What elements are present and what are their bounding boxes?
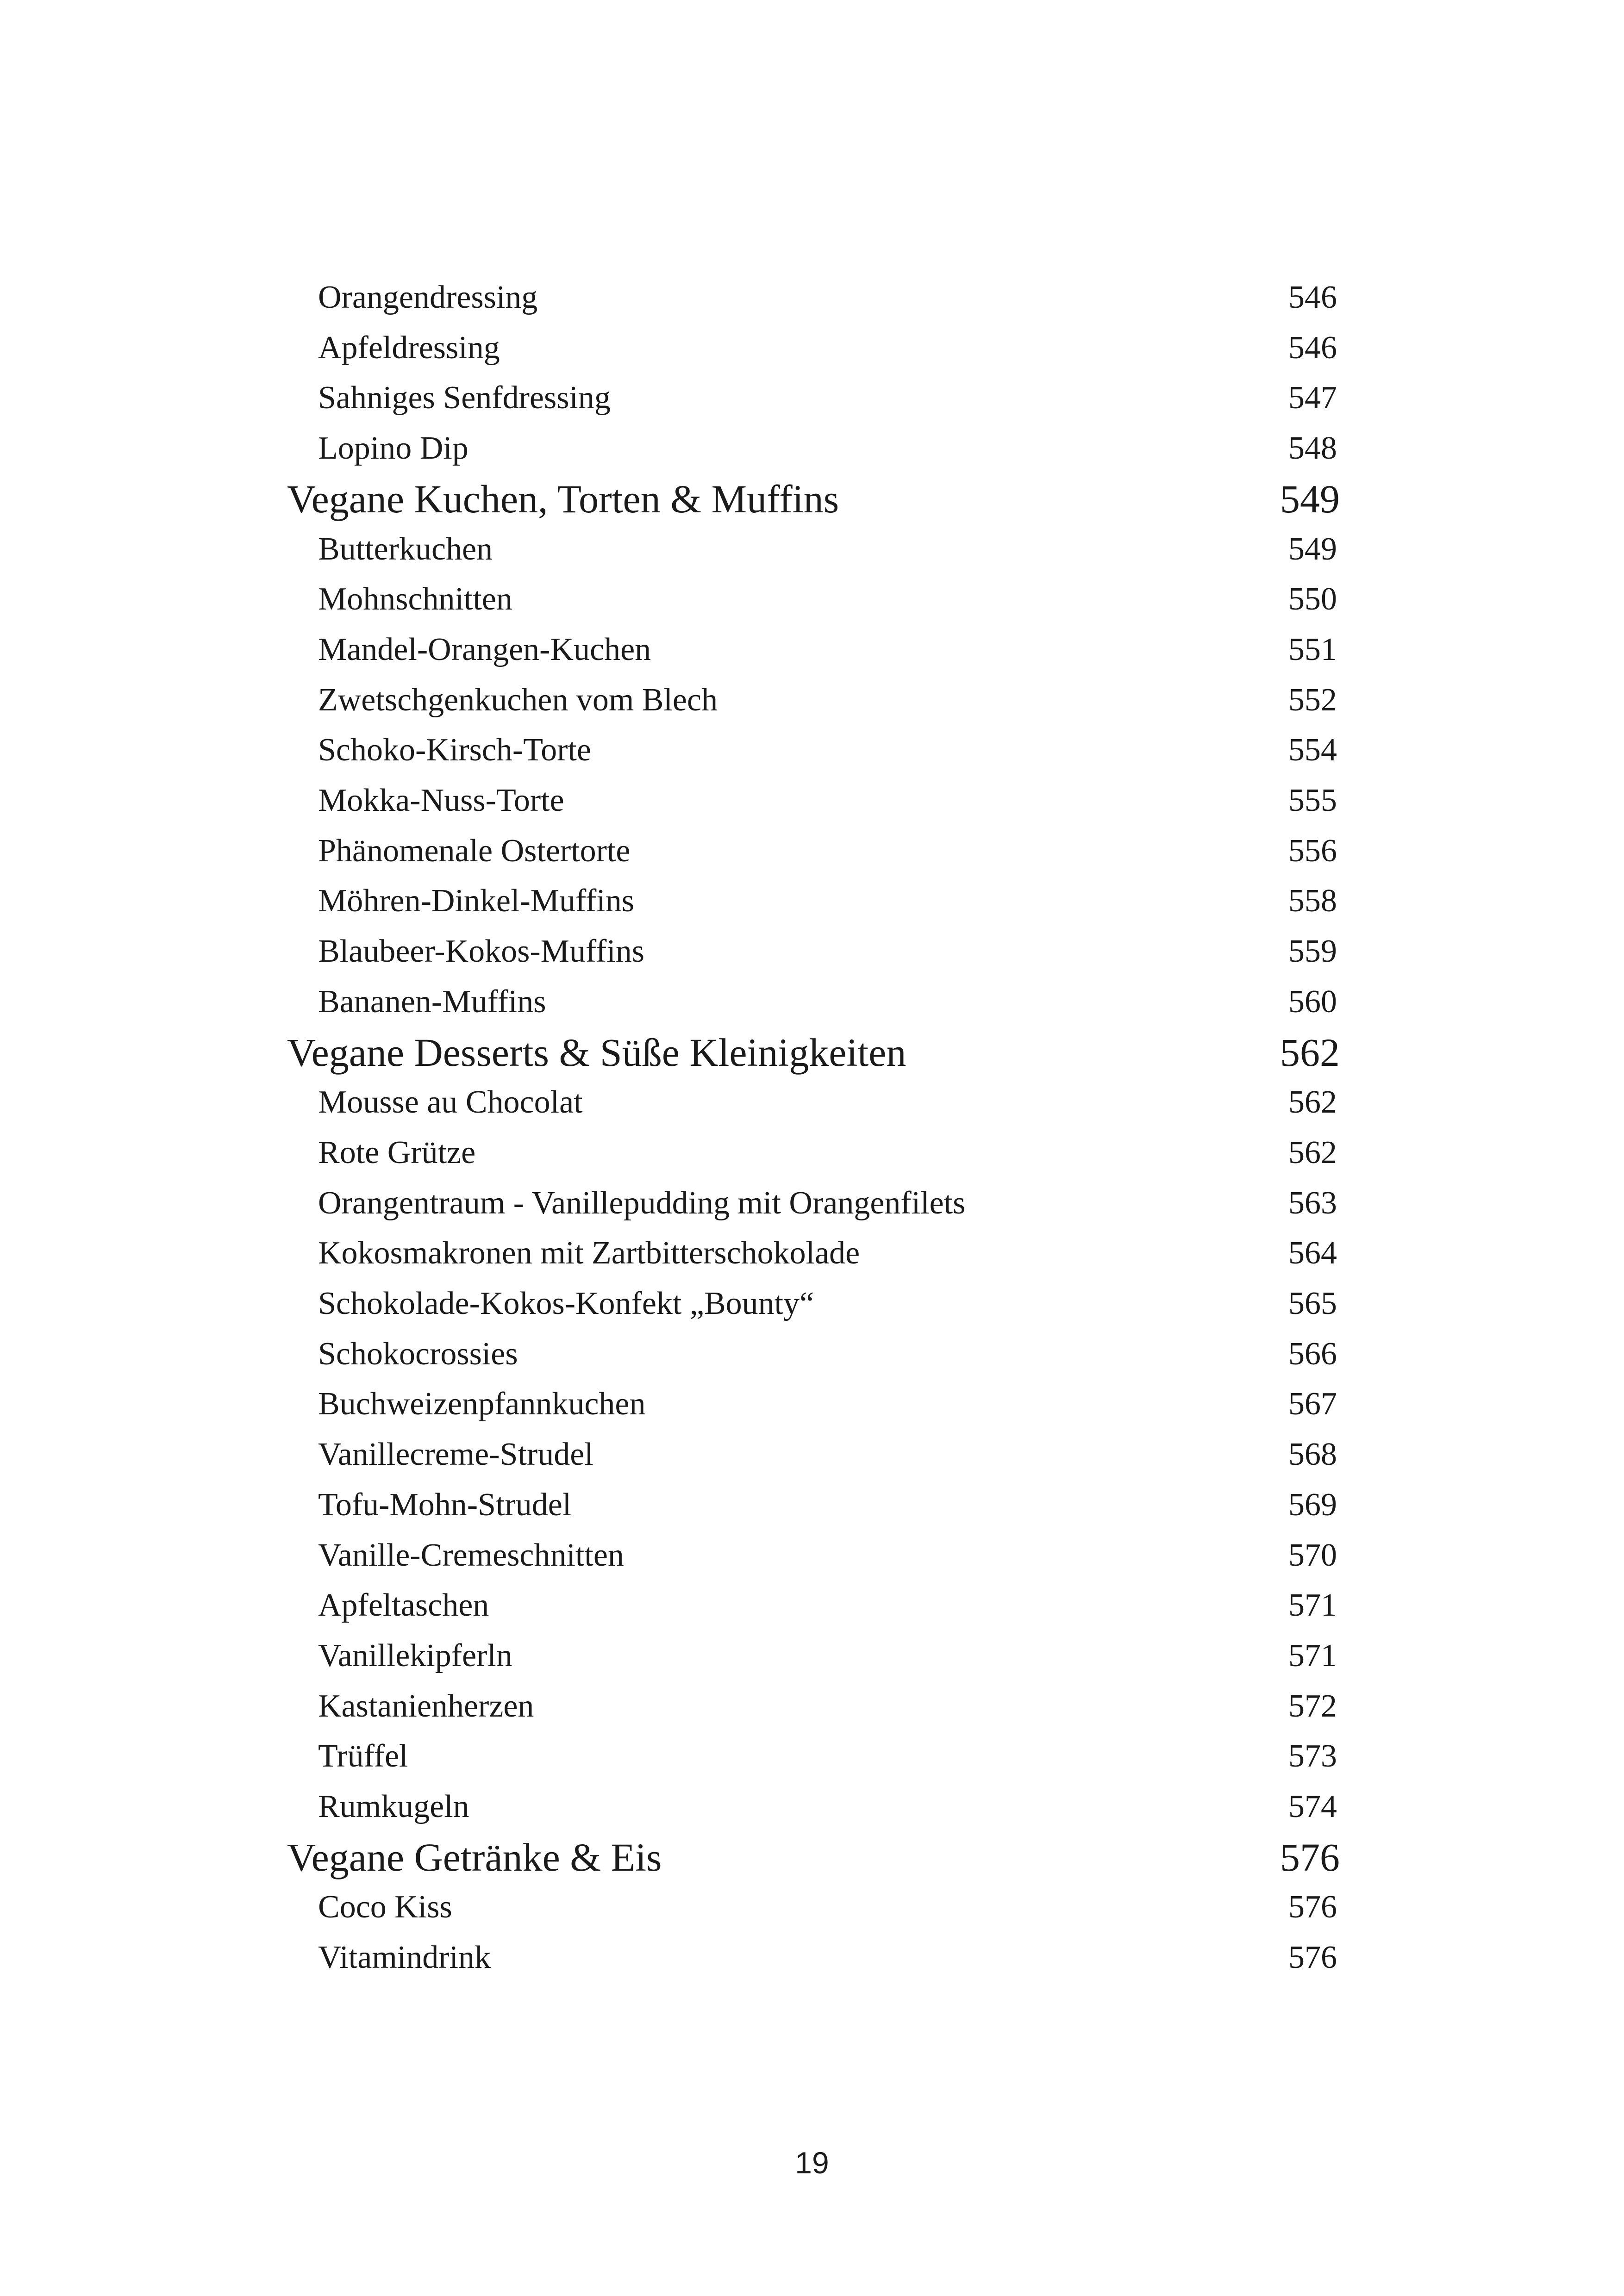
toc-entry-title: Phänomenale Ostertorte	[318, 833, 631, 869]
toc-page-number: 556	[1288, 833, 1337, 869]
page-number: 19	[795, 2146, 829, 2180]
toc-page-number: 569	[1288, 1487, 1337, 1523]
toc-page-number: 555	[1288, 783, 1337, 818]
toc-page-number: 571	[1288, 1637, 1337, 1674]
toc-page-number: 564	[1288, 1235, 1337, 1271]
toc-section-title: Vegane Kuchen, Torten & Muffins	[287, 476, 839, 521]
toc-page-number: 547	[1288, 380, 1337, 416]
toc-entry-title: Apfeldressing	[318, 330, 500, 366]
toc-entry	[0, 1782, 1624, 1832]
toc-entry	[0, 273, 1624, 323]
toc-entry-title: Schokocrossies	[318, 1336, 518, 1372]
toc-entry	[0, 1229, 1624, 1279]
toc-page-number: 573	[1288, 1738, 1337, 1774]
toc-page-number: 570	[1288, 1537, 1337, 1573]
toc-page-number: 551	[1288, 631, 1337, 667]
toc-entry	[0, 1430, 1624, 1480]
toc-entry-title: Mousse au Chocolat	[318, 1084, 583, 1120]
toc-page-number: 566	[1288, 1336, 1337, 1372]
toc-page-number: 552	[1288, 682, 1337, 718]
toc-entry-title: Schoko-Kirsch-Torte	[318, 732, 591, 768]
toc-entry-title: Butterkuchen	[318, 531, 493, 567]
toc-page-number: 576	[1288, 1940, 1337, 1976]
toc-entry	[0, 1933, 1624, 1983]
toc-entry-title: Bananen-Muffins	[318, 983, 546, 1020]
toc-entry	[0, 776, 1624, 826]
toc-entry-title: Mandel-Orangen-Kuchen	[318, 631, 651, 667]
toc-section	[0, 474, 1624, 524]
toc-entry	[0, 424, 1624, 474]
toc-entry-title: Orangentraum - Vanillepudding mit Orangenfilets	[318, 1185, 966, 1221]
toc-entry	[0, 1631, 1624, 1681]
toc-page-number: 560	[1288, 983, 1337, 1020]
toc-entry-title: Vitamindrink	[318, 1940, 491, 1976]
toc-entry-title: Vanillecreme-Strudel	[318, 1437, 593, 1473]
toc-entry-title: Mokka-Nuss-Torte	[318, 783, 564, 818]
toc-entry-title: Kastanienherzen	[318, 1688, 534, 1724]
toc-entry-title: Mohnschnitten	[318, 581, 512, 617]
toc-entry	[0, 525, 1624, 575]
toc-entry-title: Coco Kiss	[318, 1889, 452, 1925]
toc-entry	[0, 977, 1624, 1027]
toc-page-number: 550	[1288, 581, 1337, 617]
toc-entry-title: Lopino Dip	[318, 430, 468, 467]
toc-entry-title: Rote Grütze	[318, 1134, 476, 1170]
toc-entry	[0, 1732, 1624, 1782]
toc-page-number: 572	[1288, 1688, 1337, 1724]
toc-page-number: 559	[1288, 933, 1337, 970]
toc-page-number: 565	[1288, 1286, 1337, 1321]
toc-entry	[0, 575, 1624, 625]
toc-entry	[0, 1179, 1624, 1229]
toc-page-number: 549	[1288, 531, 1337, 567]
toc-entry-title: Vanillekipferln	[318, 1637, 512, 1674]
toc-entry	[0, 1279, 1624, 1329]
toc-entry-title: Buchweizenpfannkuchen	[318, 1386, 646, 1422]
toc-entry-title: Zwetschgenkuchen vom Blech	[318, 682, 718, 718]
toc-entry-title: Kokosmakronen mit Zartbitterschokolade	[318, 1235, 860, 1271]
toc-entry	[0, 1330, 1624, 1380]
toc-section	[0, 1833, 1624, 1883]
toc-page-number: 554	[1288, 732, 1337, 768]
toc-entry-title: Vanille-Cremeschnitten	[318, 1537, 624, 1573]
toc-entry	[0, 927, 1624, 977]
toc-entry-title: Rumkugeln	[318, 1789, 469, 1824]
toc-entry-title: Sahniges Senfdressing	[318, 380, 611, 416]
toc-page-number: 562	[1288, 1084, 1337, 1120]
toc-entry-title: Orangendressing	[318, 280, 538, 315]
toc-entry	[0, 1380, 1624, 1430]
toc-page-number: 563	[1288, 1185, 1337, 1221]
toc-page-number: 549	[1280, 476, 1340, 521]
toc-page-number: 546	[1288, 330, 1337, 366]
toc-page-number: 576	[1280, 1835, 1340, 1879]
toc-entry	[0, 373, 1624, 423]
toc-section-title: Vegane Desserts & Süße Kleinigkeiten	[287, 1030, 906, 1075]
toc-entry	[0, 726, 1624, 776]
toc-section	[0, 1028, 1624, 1078]
toc-page-number: 562	[1280, 1030, 1340, 1075]
toc-entry-title: Trüffel	[318, 1738, 408, 1774]
toc-page-number: 567	[1288, 1386, 1337, 1422]
toc-page-number: 568	[1288, 1437, 1337, 1473]
toc-entry	[0, 827, 1624, 877]
toc-entry-title: Schokolade-Kokos-Konfekt „Bounty“	[318, 1286, 814, 1321]
toc-entry	[0, 676, 1624, 726]
toc-entry	[0, 324, 1624, 373]
toc-entry-title: Tofu-Mohn-Strudel	[318, 1487, 572, 1523]
toc-entry	[0, 1883, 1624, 1933]
toc-page-number: 546	[1288, 280, 1337, 315]
toc-entry	[0, 1481, 1624, 1531]
toc-entry	[0, 1682, 1624, 1732]
toc-page-number: 548	[1288, 430, 1337, 467]
toc-entry	[0, 1128, 1624, 1178]
toc-entry	[0, 1531, 1624, 1581]
toc-page-number: 574	[1288, 1789, 1337, 1824]
toc-entry	[0, 1078, 1624, 1128]
toc-page-number: 571	[1288, 1587, 1337, 1624]
toc-entry-title: Apfeltaschen	[318, 1587, 489, 1624]
toc-page-number: 558	[1288, 883, 1337, 919]
toc-page-number: 562	[1288, 1134, 1337, 1170]
toc-entry-title: Möhren-Dinkel-Muffins	[318, 883, 635, 919]
toc-entry-title: Blaubeer-Kokos-Muffins	[318, 933, 644, 970]
toc-entry	[0, 877, 1624, 927]
toc-entry	[0, 1581, 1624, 1631]
toc-section-title: Vegane Getränke & Eis	[287, 1835, 662, 1879]
toc-page-number: 576	[1288, 1889, 1337, 1925]
toc-entry	[0, 625, 1624, 675]
